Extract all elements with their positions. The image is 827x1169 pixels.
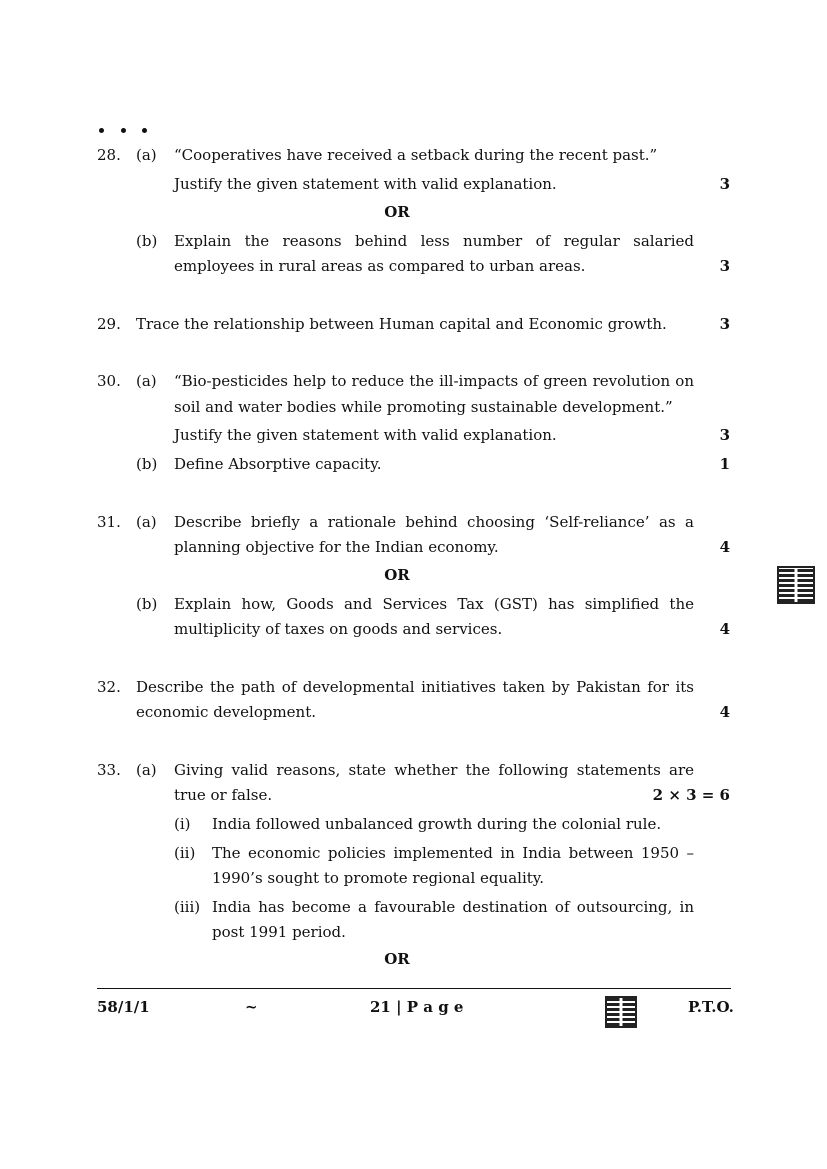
page-number: 21 | P a g e [370, 998, 464, 1016]
or-separator: OR [384, 566, 410, 584]
marks: 4 [719, 703, 730, 721]
question-text: Justify the given statement with valid explanation. [174, 175, 557, 193]
question-text: Define Absorptive capacity. [174, 455, 382, 473]
question-text: economic development. [136, 703, 317, 721]
subpart-label: (b) [136, 232, 158, 250]
question-text: employees in rural areas as compared to urban areas. [174, 257, 586, 275]
subpart-label: (a) [136, 372, 157, 390]
footer-rule [97, 988, 731, 989]
paper-code: 58/1/1 [97, 998, 150, 1016]
item-text: India has become a favourable destination of outsourcing, in [212, 898, 694, 916]
or-separator: OR [384, 203, 410, 221]
question-text: multiplicity of taxes on goods and services. [174, 620, 503, 638]
question-text: Giving valid reasons, state whether the following statements are [174, 761, 694, 779]
subpart-label: (a) [136, 146, 157, 164]
item-label: (i) [174, 815, 191, 833]
ellipsis-dot [99, 128, 104, 133]
item-label: (iii) [174, 898, 201, 916]
marks: 3 [719, 175, 730, 193]
question-number: 32. [97, 678, 121, 696]
question-text: Trace the relationship between Human capital and Economic growth. [136, 315, 667, 333]
item-text: post 1991 period. [212, 923, 346, 941]
ellipsis-dot [142, 128, 147, 133]
question-text: Describe briefly a rationale behind choosing ‘Self-reliance’ as a [174, 513, 694, 531]
item-text: India followed unbalanced growth during the colonial rule. [212, 815, 662, 833]
question-number: 29. [97, 315, 121, 333]
item-text: The economic policies implemented in India between 1950 – [212, 844, 694, 862]
ellipsis-dot [121, 128, 126, 133]
subpart-label: (a) [136, 761, 157, 779]
subpart-label: (b) [136, 595, 158, 613]
question-text: Justify the given statement with valid explanation. [174, 426, 557, 444]
question-number: 30. [97, 372, 121, 390]
marks: 3 [719, 426, 730, 444]
pto-label: P.T.O. [688, 998, 734, 1016]
item-label: (ii) [174, 844, 196, 862]
question-text: “Bio-pesticides help to reduce the ill-impacts of green revolution on [174, 372, 694, 390]
question-text: “Cooperatives have received a setback during the recent past.” [174, 146, 658, 164]
question-text: true or false. [174, 786, 273, 804]
question-text: planning objective for the Indian economy. [174, 538, 499, 556]
marks: 3 [719, 315, 730, 333]
or-separator: OR [384, 950, 410, 968]
question-number: 33. [97, 761, 121, 779]
marks: 4 [719, 538, 730, 556]
subpart-label: (a) [136, 513, 157, 531]
marks: 4 [719, 620, 730, 638]
marks: 3 [719, 257, 730, 275]
question-text: soil and water bodies while promoting sustainable development.” [174, 398, 673, 416]
question-text: Describe the path of developmental initiatives taken by Pakistan for its [136, 678, 694, 696]
question-number: 31. [97, 513, 121, 531]
marks: 1 [719, 455, 730, 473]
question-number: 28. [97, 146, 121, 164]
subpart-label: (b) [136, 455, 158, 473]
marks: 2 × 3 = 6 [652, 786, 730, 804]
question-text: Explain how, Goods and Services Tax (GST) has simplified the [174, 595, 694, 613]
item-text: 1990’s sought to promote regional equality. [212, 869, 545, 887]
qr-code-icon [605, 996, 637, 1028]
tilde-mark: ~ [245, 998, 258, 1016]
qr-code-icon [777, 566, 815, 604]
question-text: Explain the reasons behind less number of regular salaried [174, 232, 694, 250]
